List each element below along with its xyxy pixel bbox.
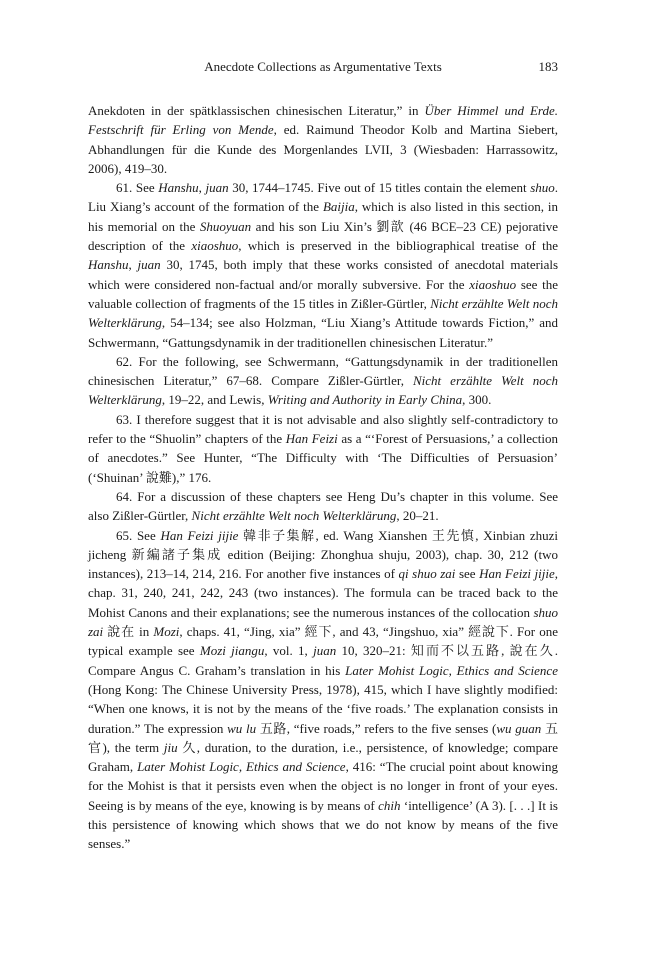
endnotes — [88, 101, 558, 854]
note-60-continuation: Anekdoten in der spätklassischen chinesischen Literatur,” in Über Himmel und Erde. Festschrift für Erling von Mende, ed. Raimund Theodor Kolb and Martina Siebert, Abhandlungen für die Kunde des Morgenlandes LVII, 3 (Wiesbaden: Harrassowitz, 2006), 419–30. — [88, 103, 558, 176]
running-title: Anecdote Collections as Argumentative Texts — [204, 59, 442, 74]
note-62: 62. For the following, see Schwermann, “Gattungsdynamik in der traditionellen chinesischen Literatur,” 67–68. Compare Zißler-Gürtler, Nicht erzählte Welt noch Welterklärung, 19–22, and Lewis, Writing and Authority in Early China, 300. — [88, 353, 558, 408]
note-63: 63. I therefore suggest that it is not advisable and also slightly self-contradictory to refer to the “Shuolin” chapters of the Han Feizi as a “‘Forest of Persuasions,’ a collection of anecdotes.” See Hunter, “The Difficulty with ‘The Difficulties of Persuasion’ (‘Shuinan’ 說難),” 176. — [88, 411, 558, 485]
note-65: 65. See Han Feizi jijie 韓非子集解, ed. Wang Xianshen 王先慎, Xinbian zhuzi jicheng 新編諸子集成 edition (Beijing: Zhonghua shuju, 2003), chap. 30, 212 (two instances), 213–14, 214, 216. For another five instances of qi shuo zai see Han Feizi jijie, chap. 31, 240, 241, 242, 243 (two instances). The formula can be traced back to the Mohist Canons and their explanations; see the numerous instances of the collocation shuo zai 說在 in Mozi, chaps. 41, “Jing, xia” 經下, and 43, “Jingshuo, xia” 經說下. For one typical example see Mozi jiangu, vol. 1, juan 10, 320–21: 知而不以五路, 說在久. Compare Angus C. Graham’s translation in his Later Mohist Logic, Ethics and Science (Hong Kong: The Chinese University Press, 1978), 415, which I have slightly modified: “When one knows, it is not by the means of the ‘five roads.’ The explanation consists in duration.” The expression wu lu 五路, “five roads,” refers to the five senses (wu guan 五官), the term jiu 久, duration, to the duration, i.e., persistence, of knowledge; compare Graham, Later Mohist Logic, Ethics and Science, 416: “The crucial point about knowing for the Mohist is that it persists even when the object is no longer in front of your eyes. Seeing is by means of the eye, knowing is by means of chih ‘intelligence’ (A 3). [. . .] It is this persistence of knowing which shows that we do not know by means of the five senses.” — [88, 527, 558, 852]
page-number: 183 — [538, 59, 558, 74]
note-61: 61. See Hanshu, juan 30, 1744–1745. Five out of 15 titles contain the element shuo. Liu Xiang’s account of the formation of the Baijia, which is also listed in this section, in his memorial on the Shuoyuan and his son Liu Xin’s 劉歆 (46 BCE–23 CE) pejorative description of the xiaoshuo, which is preserved in the bibliographical treatise of the Hanshu, juan 30, 1745, both imply that these works consisted of anecdotal materials which were considered non-factual and/or morally subversive. For the xiaoshuo see the valuable collection of fragments of the 15 titles in Zißler-Gürtler, Nicht erzählte Welt noch Welterklärung, 54–134; see also Holzman, “Liu Xiang’s Attitude towards Fiction,” and Schwermann, “Gattungsdynamik in der traditionellen chinesischen Literatur.” — [88, 180, 559, 350]
note-64: 64. For a discussion of these chapters see Heng Du’s chapter in this volume. See also Zißler-Gürtler, Nicht erzählte Welt noch Welterklärung, 20–21. — [88, 488, 558, 524]
